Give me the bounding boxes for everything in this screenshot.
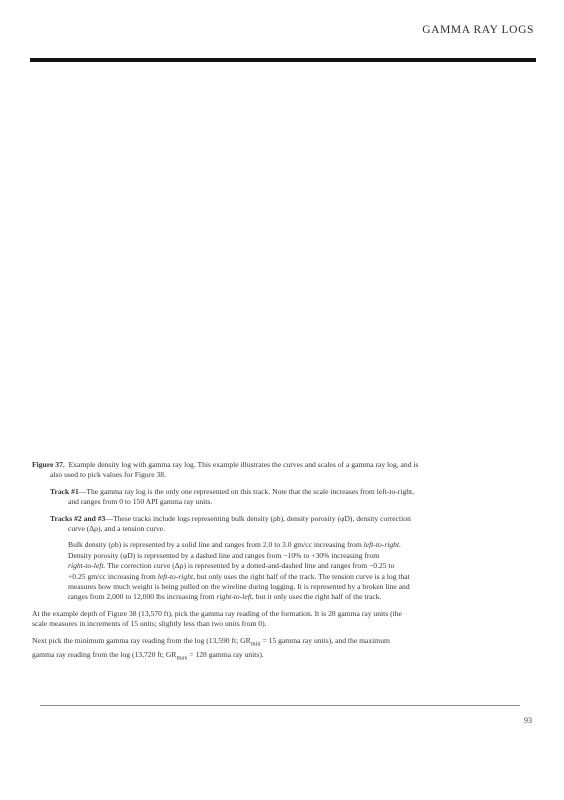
example-depth-line-2: scale measures in increments of 15 units; slightly less than two units from 0).	[32, 619, 267, 629]
track1-paragraph	[50, 487, 528, 508]
caption-label: Figure 37.	[32, 460, 65, 469]
caption-line-2: also used to pick values for Figure 38.	[50, 470, 166, 480]
tracks23-line-1: —These tracks include logs representing bulk density (ρb), density porosity (φD), density correction	[105, 513, 411, 523]
track1-line-1: —The gamma ray log is the only one represented on this track. Note that the scale increases from left-to-right,	[78, 486, 415, 496]
footer-rule	[40, 705, 520, 706]
example-depth-paragraph	[32, 609, 528, 630]
detail-line-1b: left-to-right.	[363, 540, 401, 550]
detail-line-2: Density porosity (φD) is represented by a dashed line and ranges from −10% to +30% increasing from	[68, 550, 380, 560]
tracks23-label: Tracks #2 and #3	[50, 513, 106, 523]
min-max-line-2a: gamma ray reading from the log (13,720 ft; GR	[32, 649, 177, 659]
tracks23-line-2: curve (Δρ), and a tension curve.	[68, 524, 166, 534]
header-rule	[30, 58, 536, 62]
detail-line-5: measures how much weight is being pulled on the wireline during logging. It is represented by a broken line and	[68, 582, 410, 592]
detail-line-4b: left-to-right,	[157, 571, 196, 581]
detail-line-3a: right-to-left.	[68, 561, 106, 571]
body-text	[32, 460, 528, 670]
detail-line-6b: right-to-left,	[216, 592, 254, 602]
running-head: GAMMA RAY LOGS	[422, 24, 534, 36]
track1-label: Track #1	[50, 486, 79, 496]
detail-line-3b: The correction curve (Δρ) is represented by a dotted-and-dashed line and ranges from −0.25 to	[105, 561, 395, 571]
gr-max-subscript: max	[176, 654, 188, 662]
min-max-line-1b: = 15 gamma ray units), and the maximum	[260, 635, 390, 645]
gr-min-subscript: min	[250, 640, 261, 648]
detail-line-6c: but it only uses the right half of the track.	[253, 592, 382, 602]
tracks23-detail-paragraph	[68, 540, 528, 602]
detail-line-6a: ranges from 2,000 to 12,000 lbs increasing from	[68, 592, 217, 602]
page-number: 93	[524, 716, 532, 725]
min-max-paragraph	[32, 636, 528, 664]
detail-line-4c: but only uses the right half of the track. The tension curve is a log that	[195, 571, 410, 581]
min-max-line-2b: = 128 gamma ray units).	[187, 649, 264, 659]
detail-line-1a: Bulk density (ρb) is represented by a solid line and ranges from 2.0 to 3.0 gm/cc increasing from	[68, 540, 364, 550]
example-depth-line-1: At the example depth of Figure 38 (13,570 ft), pick the gamma ray reading of the formation. It is 28 gamma ray units (the	[32, 608, 402, 618]
figure-caption	[32, 460, 528, 481]
tracks23-paragraph	[50, 514, 528, 535]
detail-line-4a: +0.25 gm/cc increasing from	[68, 571, 158, 581]
caption-line-1: Example density log with gamma ray log. This example illustrates the curves and scales of a gamma ray log, and is	[68, 460, 419, 469]
track1-line-2: and ranges from 0 to 150 API gamma ray units.	[68, 497, 213, 507]
min-max-line-1a: Next pick the minimum gamma ray reading from the log (13,590 ft; GR	[32, 635, 251, 645]
